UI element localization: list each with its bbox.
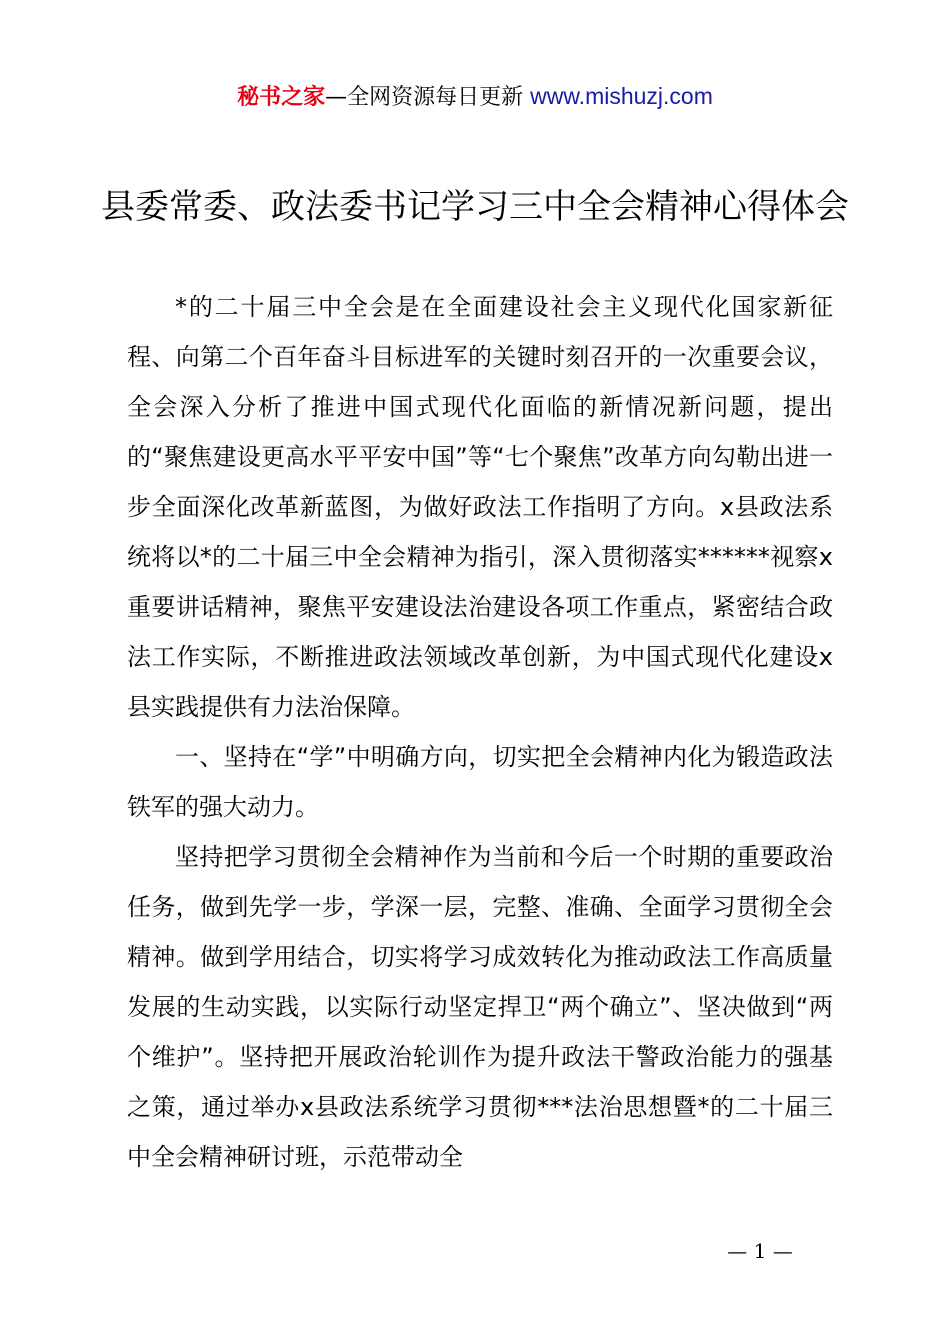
paragraph-intro: *的二十届三中全会是在全面建设社会主义现代化国家新征程、向第二个百年奋斗目标进军的关键时刻召开的一次重要会议，全会深入分析了推进中国式现代化面临的新情况新问题，提出的“聚焦建设更高水平平安中国”等“七个聚焦”改革方向勾勒出进一步全面深化改革新蓝图，为做好政法工作指明了方向。x县政法系统将以*的二十届三中全会精神为指引，深入贯彻落实******视察x重要讲话精神，聚焦平安建设法治建设各项工作重点，紧密结合政法工作实际，不断推进政法领域改革创新，为中国式现代化建设x县实践提供有力法治保障。 [127,293,833,721]
brand-name: 秘书之家 [237,85,326,110]
document-body [127,282,833,1182]
banner-tagline: —全网资源每日更新 [325,85,524,110]
paragraph-section-1: 坚持把学习贯彻全会精神作为当前和今后一个时期的重要政治任务，做到先学一步，学深一层，完整、准确、全面学习贯彻全会精神。做到学用结合，切实将学习成效转化为推动政法工作高质量发展的生动实践，以实际行动坚定捍卫“两个确立”、坚决做到“两个维护”。坚持把开展政治轮训作为提升政法干警政治能力的强基之策，通过举办x县政法系统学习贯彻***法治思想暨*的二十届三中全会精神研讨班，示范带动全 [127,843,833,1171]
site-banner [0,78,950,116]
section-heading-1: 一、坚持在“学”中明确方向，切实把全会精神内化为锻造政法铁军的强大动力。 [127,743,833,821]
document-title: 县委常委、政法委书记学习三中全会精神心得体会 [101,187,849,227]
page-number: — 1 — [727,1239,793,1263]
site-url-link[interactable]: www.mishuzj.com [530,83,713,109]
